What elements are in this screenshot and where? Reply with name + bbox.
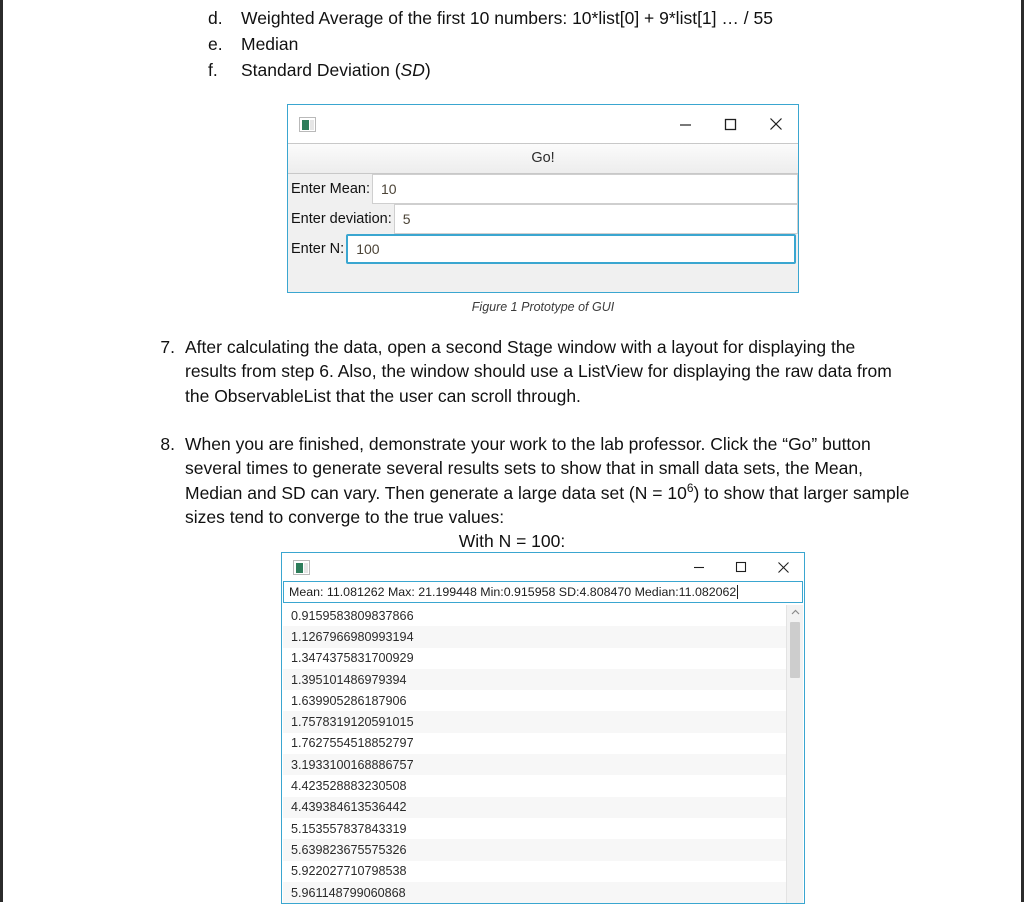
close-icon[interactable] — [753, 109, 798, 139]
window-controls — [678, 554, 804, 580]
item8-text-part2: ) to show that larger sample sizes tend to converge to the true values: — [185, 482, 910, 528]
item-number: 7. — [160, 337, 175, 357]
prototype-gui-window[interactable] — [287, 104, 799, 293]
sd-text-post: ) — [424, 60, 431, 80]
mean-input[interactable]: 10 — [372, 174, 798, 204]
stats-text: Mean: 11.081262 Max: 21.199448 Min:0.915958 SD:4.808470 Median:11.082062 — [289, 585, 737, 599]
deviation-input[interactable]: 5 — [394, 204, 798, 234]
list-item[interactable]: 1.1267966980993194 — [283, 626, 786, 647]
list-item[interactable]: 1.3474375831700929 — [283, 648, 786, 669]
deviation-field-row — [288, 204, 798, 234]
go-button[interactable]: Go! — [288, 143, 798, 174]
list-item[interactable]: 1.7627554518852797 — [283, 733, 786, 754]
list-item[interactable]: 4.423528883230508 — [283, 775, 786, 796]
minimize-icon[interactable] — [678, 554, 720, 580]
list-item[interactable]: 4.439384613536442 — [283, 797, 786, 818]
list-item — [3, 32, 1021, 57]
item-text — [185, 432, 911, 530]
listview-rows — [283, 605, 786, 903]
stats-textfield[interactable] — [283, 581, 803, 603]
results-window[interactable] — [281, 552, 805, 904]
scrollbar-thumb[interactable] — [790, 622, 800, 678]
list-marker: f. — [208, 60, 218, 80]
list-item[interactable]: 5.639823675575326 — [283, 839, 786, 860]
list-item[interactable]: 1.395101486979394 — [283, 669, 786, 690]
list-item[interactable]: 3.1933100168886757 — [283, 754, 786, 775]
text-caret — [737, 585, 738, 599]
n-field-label: Enter N: — [291, 241, 345, 257]
list-item — [3, 6, 1021, 31]
with-n-line: With N = 100: — [458, 531, 566, 551]
list-item[interactable]: 5.922027710798538 — [283, 861, 786, 882]
list-item[interactable]: 1.639905286187906 — [283, 690, 786, 711]
list-text: Median — [241, 34, 299, 54]
instruction-item-8 — [3, 432, 1021, 530]
n-input[interactable]: 100 — [346, 234, 796, 264]
item-number: 8. — [160, 434, 175, 454]
minimize-icon[interactable] — [663, 109, 708, 139]
item8-text-part1: When you are finished, demonstrate your work to the lab professor. Click the “Go” button several times to generate several results sets to show that in small data sets, the Mean, Median and SD can vary. Then generate a large data set (N = 10 — [185, 434, 871, 503]
maximize-icon[interactable] — [708, 109, 753, 139]
list-item[interactable]: 5.153557837843319 — [283, 818, 786, 839]
list-marker: d. — [208, 8, 223, 28]
raw-data-listview[interactable] — [283, 605, 803, 903]
sd-text-pre: Standard Deviation ( — [241, 60, 401, 80]
sd-abbrev: SD — [400, 60, 425, 80]
list-item[interactable]: 0.9159583809837866 — [283, 605, 786, 626]
app-icon — [293, 560, 310, 575]
figure-caption: Figure 1 Prototype of GUI — [471, 300, 615, 314]
list-text: Weighted Average of the first 10 numbers: 10*list[0] + 9*list[1] … / 55 — [241, 8, 773, 28]
mean-field-row — [288, 174, 798, 204]
mean-field-label: Enter Mean: — [291, 181, 370, 197]
app-icon — [299, 117, 316, 132]
window-titlebar — [288, 105, 798, 143]
chevron-up-icon[interactable] — [787, 605, 803, 620]
n-field-row — [288, 234, 798, 264]
list-item[interactable]: 5.961148799060868 — [283, 882, 786, 903]
lettered-list — [3, 0, 1021, 83]
maximize-icon[interactable] — [720, 554, 762, 580]
results-window-titlebar — [282, 553, 804, 581]
instruction-item-7 — [3, 335, 1021, 408]
item-text: After calculating the data, open a second Stage window with a layout for displaying the results from step 6. Also, the window should use a ListView for displaying the raw data from the ObservableList that the user can scroll through. — [185, 337, 892, 406]
window-controls — [663, 109, 798, 139]
document-body — [3, 0, 1021, 902]
deviation-field-label: Enter deviation: — [291, 211, 392, 227]
close-icon[interactable] — [762, 554, 804, 580]
list-item — [3, 58, 1021, 83]
item8-superscript: 6 — [686, 480, 694, 495]
listview-scrollbar[interactable] — [786, 605, 803, 903]
list-marker: e. — [208, 34, 223, 54]
list-item[interactable]: 1.7578319120591015 — [283, 711, 786, 732]
list-text — [241, 58, 1021, 83]
